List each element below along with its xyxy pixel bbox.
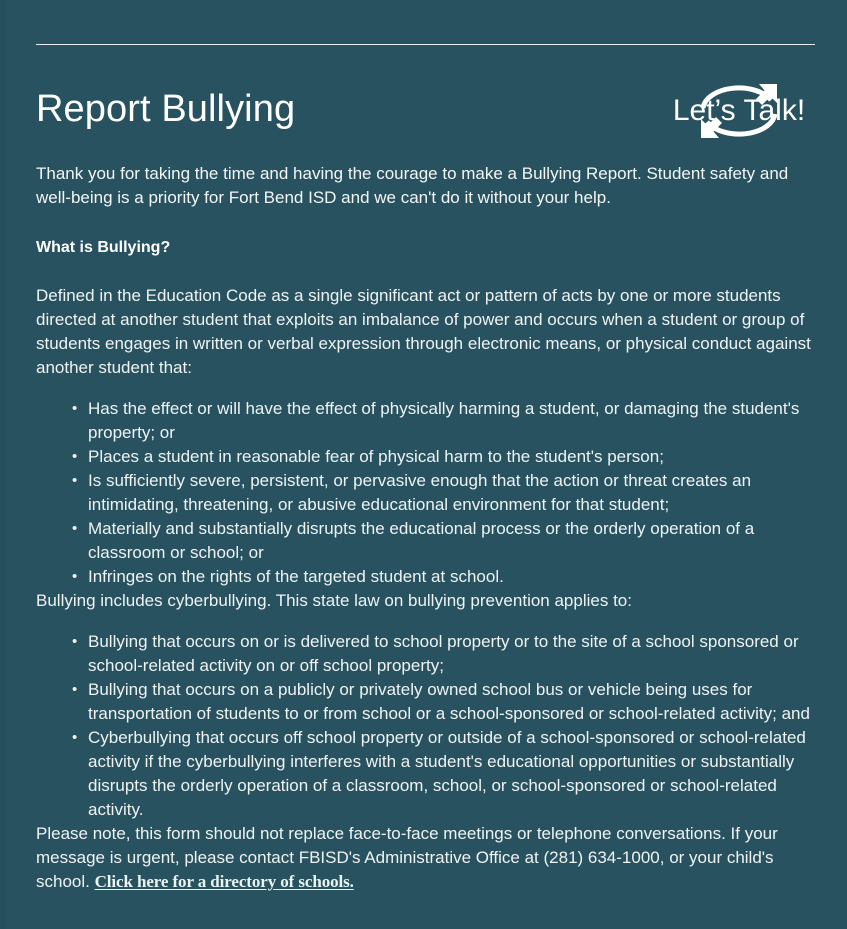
- list-item: • Bullying that occurs on or is delivered to school property or to the site of a school sponsored or school-related activity on or off school property;: [36, 630, 815, 678]
- what-is-bullying-heading: What is Bullying?: [36, 239, 171, 256]
- list-item: • Is sufficiently severe, persistent, or pervasive enough that the action or threat creates an intimidating, threatening, or abusive educational environment for that student;: [36, 469, 815, 517]
- list-item: • Infringes on the rights of the targeted student at school.: [36, 565, 815, 589]
- list-item: • Bullying that occurs on a publicly or privately owned school bus or vehicle being uses for transportation of students to or from school or a school-sponsored or school-related activity; and: [36, 678, 815, 726]
- definition-bullet-list: [36, 397, 815, 589]
- lets-talk-wordmark: Let’s Talk!: [672, 94, 806, 127]
- applies-to-paragraph: Bullying includes cyberbullying. This state law on bullying prevention applies to:: [36, 591, 632, 610]
- list-item: • Cyberbullying that occurs off school property or outside of a school-sponsored or school-related activity if the cyberbullying interferes with a student's educational opportunities or substantially disrupts the orderly operation of a classroom, school, or school-sponsored or school-related activity.: [36, 726, 815, 822]
- directory-of-schools-link[interactable]: Click here for a directory of schools.: [94, 872, 354, 891]
- bullying-definition-paragraph: Defined in the Education Code as a single significant act or pattern of acts by one or more students directed at another student that exploits an imbalance of power and occurs when a student or group of students engages in written or verbal expression through electronic means, or physical conduct against another student that:: [36, 286, 811, 377]
- lets-talk-logo-graphic: [663, 82, 815, 140]
- applies-to-bullet-list: [36, 630, 815, 822]
- page-header: [36, 0, 815, 128]
- list-item: • Has the effect or will have the effect of physically harming a student, or damaging the student's property; or: [36, 397, 815, 445]
- list-item: • Materially and substantially disrupts the educational process or the orderly operation of a classroom or school; or: [36, 517, 815, 565]
- left-edge-strip: [0, 0, 6, 929]
- intro-paragraph: Thank you for taking the time and having the courage to make a Bullying Report. Student safety and well-being is a priority for Fort Bend ISD and we can't do it without your help.: [36, 164, 789, 207]
- page-title: Report Bullying: [36, 88, 296, 130]
- closing-note-text: Please note, this form should not replace face-to-face meetings or telephone conversations. If your message is urgent, please contact FBISD's Administrative Office at (281) 634-1000, or your child's school.: [36, 824, 778, 891]
- page-content: [36, 0, 815, 911]
- closing-note: [36, 822, 815, 894]
- list-item: • Places a student in reasonable fear of physical harm to the student's person;: [36, 445, 815, 469]
- lets-talk-logo: [663, 82, 815, 140]
